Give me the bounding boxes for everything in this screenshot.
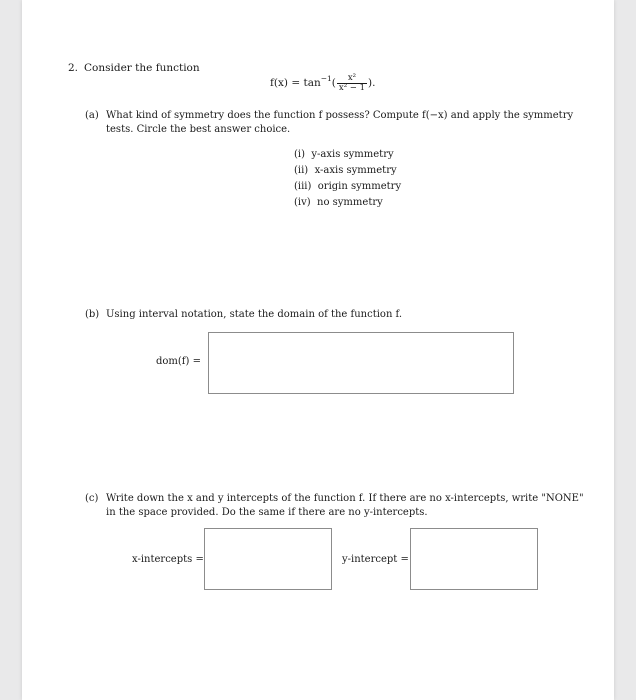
part-a-question-line2: tests. Circle the best answer choice.: [106, 124, 291, 135]
part-c-label: (c): [85, 493, 99, 504]
document-page: [22, 0, 614, 700]
part-c-question-line2: in the space provided. Do the same if there are no y-intercepts.: [106, 507, 428, 518]
function-equation: [270, 74, 375, 93]
equation-exponent: −1: [320, 74, 332, 83]
problem-intro: Consider the function: [84, 62, 200, 74]
choice-label: (iv): [294, 197, 311, 208]
part-a-question-line1: What kind of symmetry does the function f possess? Compute f(−x) and apply the symmetry: [106, 110, 574, 121]
equation-numerator: x²: [347, 73, 357, 83]
equation-fraction: [337, 74, 367, 93]
equation-close-paren: ).: [368, 77, 376, 89]
equation-open-paren: (: [331, 77, 336, 89]
y-intercept-answer-box[interactable]: [410, 528, 538, 590]
y-intercept-label: y-intercept =: [342, 554, 409, 565]
equation-denominator: x² − 1: [338, 83, 366, 93]
equation-func: tan: [303, 77, 321, 89]
x-intercepts-label: x-intercepts =: [132, 554, 204, 565]
part-a-label: (a): [85, 110, 99, 121]
choice-text: no symmetry: [317, 197, 383, 208]
choice-text: y-axis symmetry: [311, 149, 394, 160]
domain-label: dom(f) =: [156, 356, 201, 367]
part-b-question: Using interval notation, state the domain of the function f.: [106, 309, 403, 320]
choice-text: x-axis symmetry: [314, 165, 397, 176]
x-intercepts-answer-box[interactable]: [204, 528, 332, 590]
choice-label: (ii): [294, 165, 309, 176]
choice-i[interactable]: [294, 148, 394, 161]
choice-label: (iii): [294, 181, 312, 192]
part-c-question-line1: Write down the x and y intercepts of the function f. If there are no x-intercepts, write "NONE": [106, 493, 584, 504]
problem-number: 2.: [68, 62, 79, 74]
equation-lhs: f(x) =: [270, 77, 301, 89]
choice-text: origin symmetry: [317, 181, 402, 192]
part-b-label: (b): [85, 309, 100, 320]
choice-iv[interactable]: [294, 196, 383, 209]
domain-answer-box[interactable]: [208, 332, 514, 394]
choice-label: (i): [294, 149, 306, 160]
choice-ii[interactable]: [294, 164, 397, 177]
choice-iii[interactable]: [294, 180, 401, 193]
